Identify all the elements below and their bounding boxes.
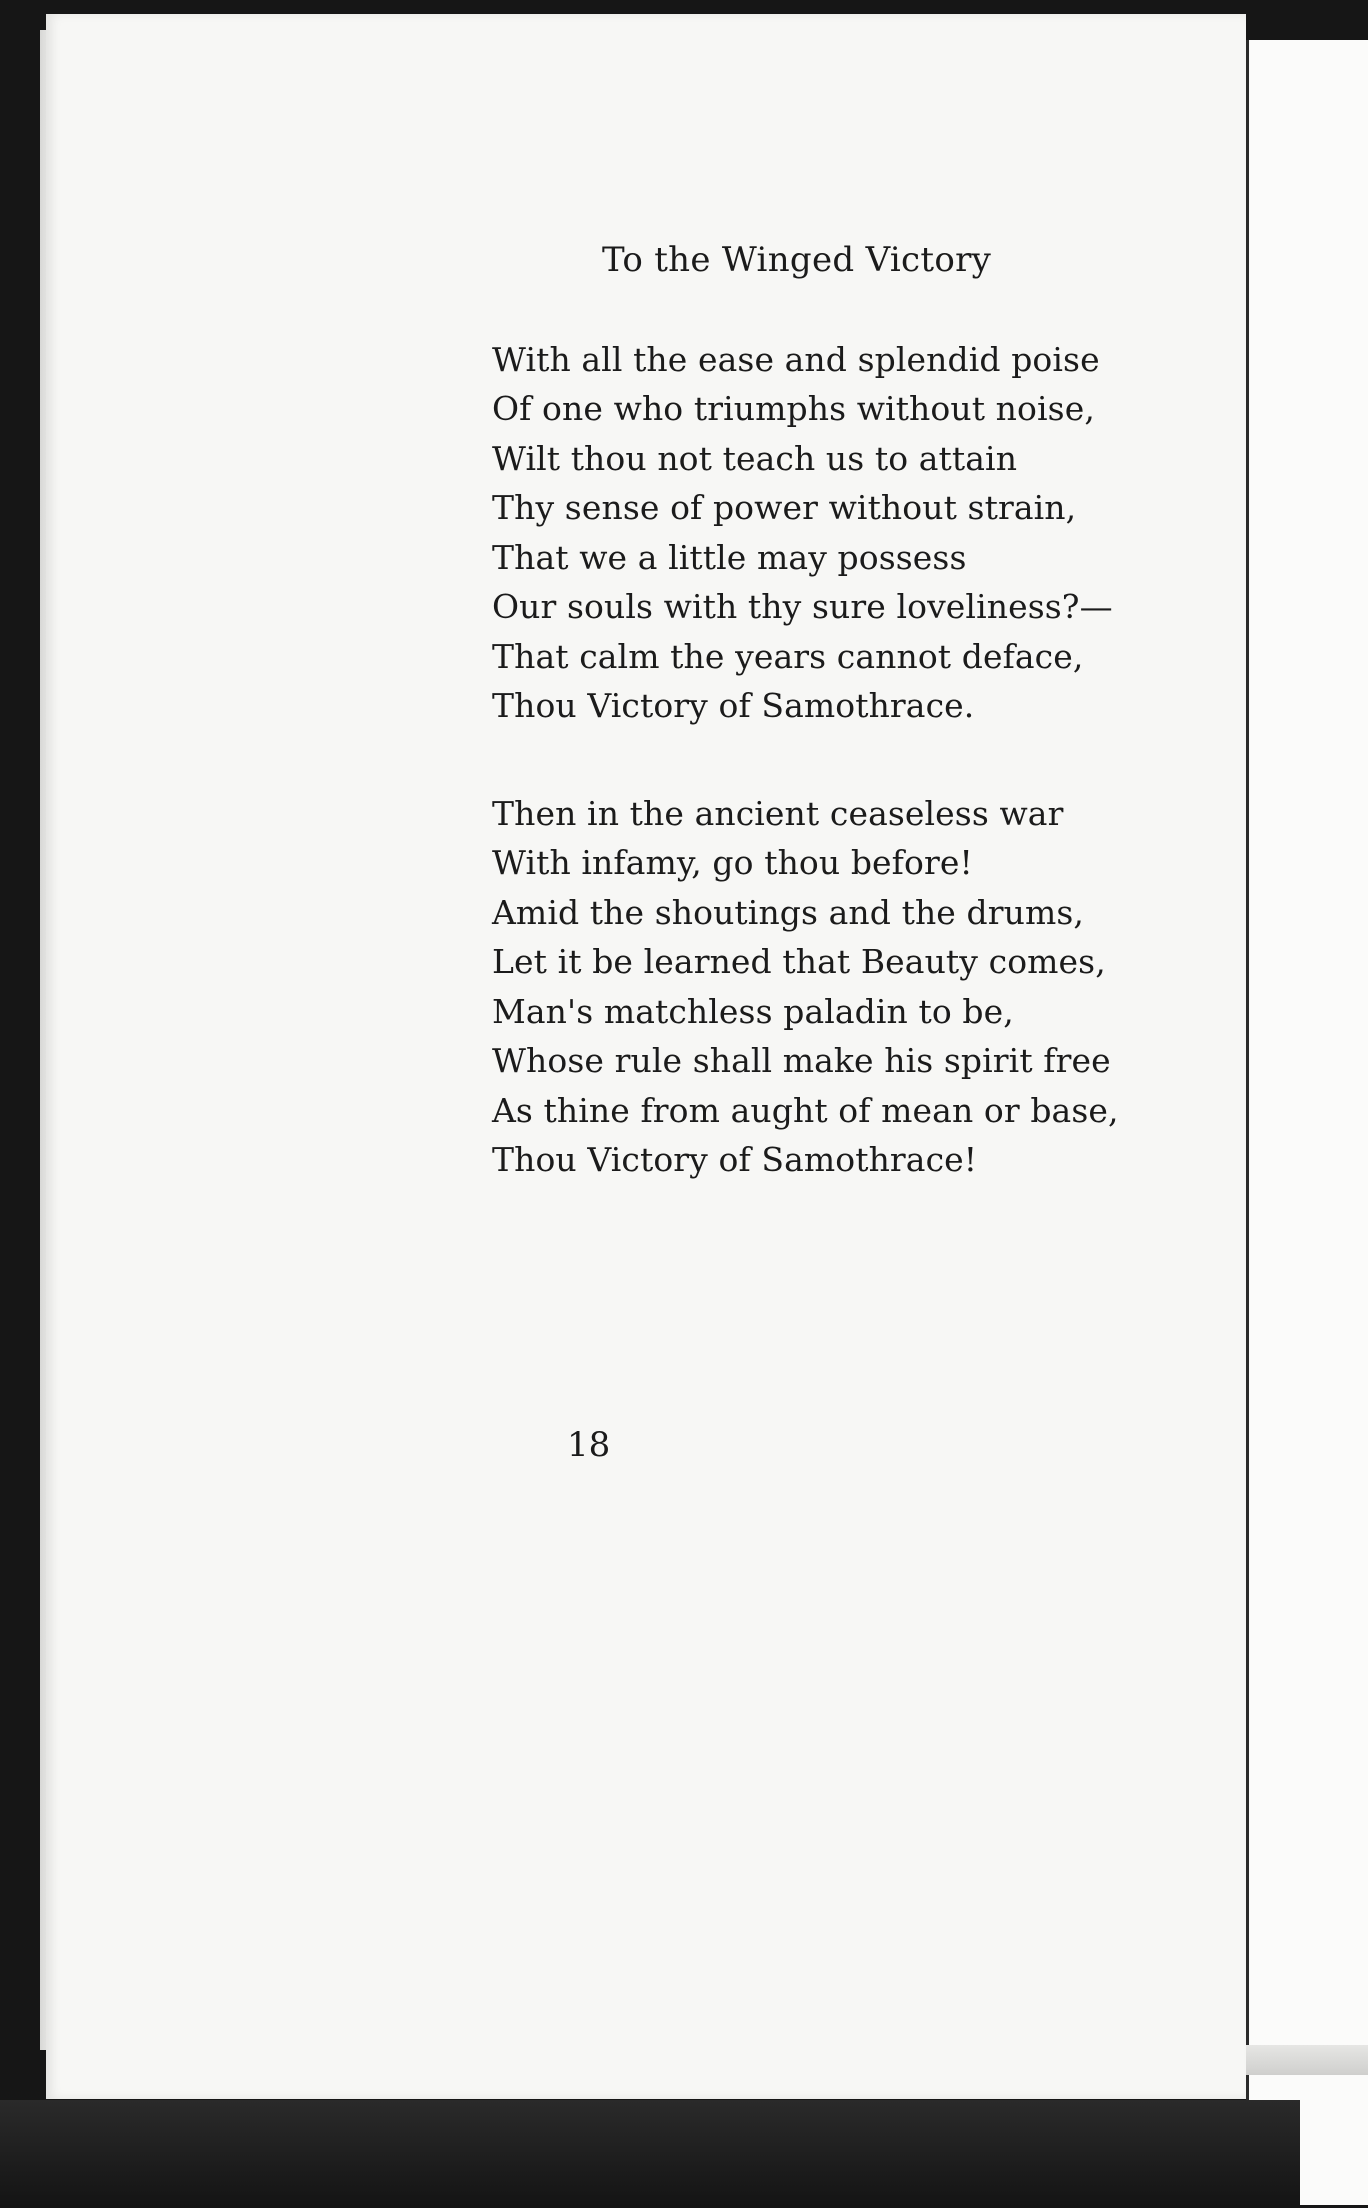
- poem-line: Man's matchless paladin to be,: [492, 991, 1014, 1031]
- poem-line: As thine from aught of mean or base,: [492, 1090, 1119, 1130]
- poem-line: Of one who triumphs without noise,: [492, 389, 1095, 429]
- page-number: 18: [567, 1425, 611, 1465]
- poem-line: Amid the shoutings and the drums,: [492, 892, 1084, 932]
- adjacent-page-shadow: [1246, 2045, 1368, 2075]
- adjacent-page-edge: [1246, 40, 1368, 2205]
- poem-line: With infamy, go thou before!: [492, 843, 973, 883]
- poem-line: Our souls with thy sure loveliness?—: [492, 587, 1113, 627]
- poem-line: That we a little may possess: [492, 537, 967, 577]
- poem: [492, 240, 1132, 1243]
- poem-line: That calm the years cannot deface,: [492, 636, 1084, 676]
- poem-line: Whose rule shall make his spirit free: [492, 1041, 1111, 1081]
- poem-line: With all the ease and splendid poise: [492, 339, 1100, 379]
- poem-line: Thou Victory of Samothrace!: [492, 1140, 978, 1180]
- scan-background: [0, 2100, 1300, 2208]
- stanza-2: [492, 789, 1132, 1185]
- poem-line: Thou Victory of Samothrace.: [492, 686, 975, 726]
- poem-line: Let it be learned that Beauty comes,: [492, 942, 1106, 982]
- poem-line: Then in the ancient ceaseless war: [492, 793, 1064, 833]
- stanza-1: [492, 335, 1132, 731]
- poem-line: Wilt thou not teach us to attain: [492, 438, 1018, 478]
- poem-title: To the Winged Victory: [602, 240, 992, 280]
- poem-line: Thy sense of power without strain,: [492, 488, 1077, 528]
